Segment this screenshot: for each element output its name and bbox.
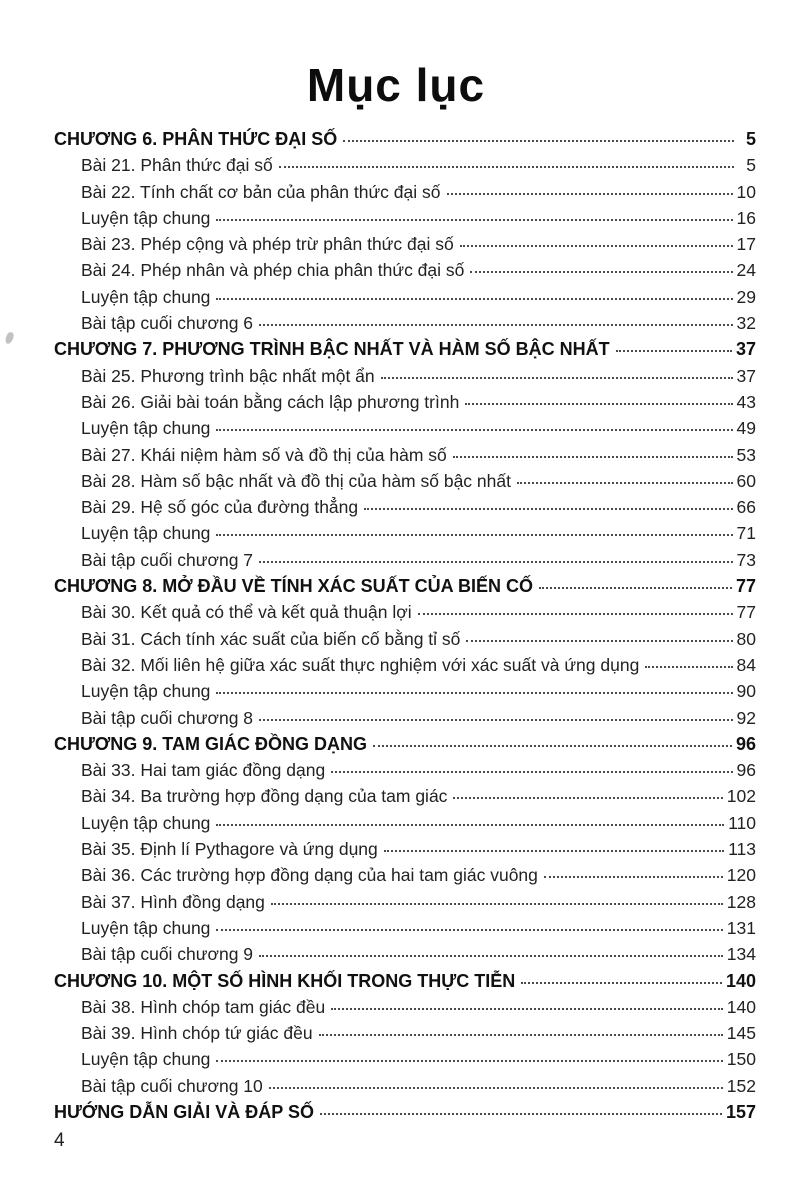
toc-dot-leader [271,903,723,905]
toc-entry [54,442,756,468]
toc-dot-leader [539,587,732,589]
toc-entry-page-number: 96 [736,760,756,781]
toc-entry-page-number: 80 [736,628,756,649]
toc-entry-label: CHƯƠNG 8. MỞ ĐẦU VỀ TÍNH XÁC SUẤT CỦA BIẾN CỐ [54,576,533,597]
toc-entry-label: Luyện tập chung [81,418,211,439]
toc-entry-label: Bài 37. Hình đồng dạng [81,891,265,912]
toc-entry-page-number: 140 [725,970,756,991]
toc-dot-leader [343,140,734,142]
toc-entry-page-number: 157 [725,1101,756,1122]
toc-dot-leader [216,1060,722,1062]
toc-entry-label: Bài 25. Phương trình bậc nhất một ẩn [81,365,375,386]
toc-entry-label: CHƯƠNG 7. PHƯƠNG TRÌNH BẬC NHẤT VÀ HÀM SỐ BẬC NHẤT [54,339,610,360]
toc-dot-leader [418,613,733,615]
toc-entry [54,573,756,599]
toc-entry-label: Bài 21. Phân thức đại số [81,155,273,176]
toc-dot-leader [384,850,724,852]
toc-entry-label: CHƯƠNG 6. PHÂN THỨC ĐẠI SỐ [54,129,338,149]
toc-entry-label: Bài tập cuối chương 8 [81,707,254,728]
toc-entry [54,968,756,994]
footer-page-number: 4 [54,1130,65,1151]
toc-entry-label: Bài 22. Tính chất cơ bản của phân thức đại số [81,181,441,202]
toc-entry [54,599,756,625]
toc-dot-leader [216,534,732,536]
toc-dot-leader [616,350,732,352]
toc-dot-leader [259,955,723,957]
toc-entry-page-number: 43 [736,391,756,412]
toc-entry [54,415,756,441]
toc-dot-leader [259,719,732,721]
toc-entry-page-number: 37 [736,365,756,386]
toc-entry-label: Bài 38. Hình chóp tam giác đều [81,996,326,1017]
toc-entry [54,810,756,836]
toc-entry-page-number: 113 [728,839,756,860]
toc-entry-label: Bài 39. Hình chóp tứ giác đều [81,1023,313,1044]
toc-entry-page-number: 24 [736,260,756,281]
toc-entry-label: Bài 28. Hàm số bậc nhất và đồ thị của hàm số bậc nhất [81,470,511,491]
toc-entry [54,231,756,257]
toc-dot-leader [216,692,732,694]
toc-entry-label: Bài 27. Khái niệm hàm số và đồ thị của hàm số [81,444,447,465]
toc-entry-label: Bài tập cuối chương 7 [81,549,254,570]
toc-entry-page-number: 131 [726,917,756,938]
toc-entry-label: Luyện tập chung [81,917,211,938]
toc-dot-leader [470,271,732,273]
toc-entry-label: CHƯƠNG 10. MỘT SỐ HÌNH KHỐI TRONG THỰC TIỄN [54,970,516,991]
toc-dot-leader [216,219,732,221]
toc-entry-label: Bài 30. Kết quả có thể và kết quả thuận lợi [81,602,412,623]
toc-entry [54,1073,756,1099]
toc-entry [54,126,756,152]
toc-entry-page-number: 77 [735,576,756,597]
scan-smudge-artifact [4,331,14,345]
toc-entry-page-number: 16 [736,207,756,228]
toc-entry [54,626,756,652]
toc-dot-leader [544,876,723,878]
toc-entry-page-number: 152 [726,1075,756,1096]
toc-entry-label: Bài tập cuối chương 9 [81,944,254,965]
toc-entry-page-number: 140 [726,996,756,1017]
toc-entry-page-number: 110 [728,812,756,833]
toc-dot-leader [216,298,732,300]
toc-entry [54,152,756,178]
toc-dot-leader [466,640,732,642]
toc-entry [54,836,756,862]
toc-entry [54,915,756,941]
toc-dot-leader [453,797,722,799]
toc-entry-label: Bài 24. Phép nhân và phép chia phân thức đại số [81,260,465,281]
toc-entry-page-number: 128 [726,891,756,912]
toc-dot-leader [447,193,733,195]
toc-entry-label: Bài tập cuối chương 6 [81,313,254,334]
toc-entry [54,336,756,362]
toc-entry-page-number: 150 [726,1049,756,1070]
toc-dot-leader [453,456,733,458]
toc-entry [54,1046,756,1072]
toc-entry-page-number: 71 [736,523,756,544]
toc-entry [54,284,756,310]
toc-entry-label: HƯỚNG DẪN GIẢI VÀ ĐÁP SỐ [54,1101,314,1122]
toc-dot-leader [373,745,732,747]
toc-entry-page-number: 49 [736,418,756,439]
toc-entry [54,1099,756,1125]
toc-entry-page-number: 73 [736,549,756,570]
toc-entry-page-number: 60 [736,470,756,491]
toc-list [54,126,756,1125]
toc-entry-page-number: 37 [735,339,756,360]
toc-entry-page-number: 32 [736,313,756,334]
toc-entry [54,205,756,231]
toc-entry [54,994,756,1020]
toc-entry [54,363,756,389]
toc-entry-page-number: 120 [726,865,756,886]
toc-dot-leader [216,929,722,931]
toc-entry [54,257,756,283]
toc-dot-leader [517,482,733,484]
toc-entry [54,783,756,809]
toc-entry-label: Luyện tập chung [81,681,211,702]
toc-entry [54,179,756,205]
toc-entry [54,705,756,731]
toc-entry-label: CHƯƠNG 9. TAM GIÁC ĐỒNG DẠNG [54,733,367,754]
toc-entry-label: Luyện tập chung [81,1049,211,1070]
toc-entry [54,468,756,494]
toc-entry-label: Bài 32. Mối liên hệ giữa xác suất thực nghiệm với xác suất và ứng dụng [81,654,640,675]
toc-entry [54,652,756,678]
toc-dot-leader [216,429,732,431]
toc-entry-page-number: 66 [736,497,756,518]
toc-entry [54,310,756,336]
toc-entry-page-number: 53 [736,444,756,465]
toc-entry-page-number: 134 [726,944,756,965]
toc-entry-label: Bài 31. Cách tính xác suất của biến cố bằng tỉ số [81,628,461,649]
toc-entry [54,757,756,783]
toc-entry [54,889,756,915]
toc-entry [54,678,756,704]
toc-entry [54,1020,756,1046]
toc-dot-leader [259,324,732,326]
toc-dot-leader [381,377,733,379]
toc-entry-page-number: 96 [735,733,756,754]
toc-entry-label: Luyện tập chung [81,523,211,544]
toc-dot-leader [364,508,732,510]
toc-entry-label: Bài 34. Ba trường hợp đồng dạng của tam giác [81,786,448,807]
toc-dot-leader [216,824,724,826]
toc-dot-leader [460,245,733,247]
toc-dot-leader [320,1113,722,1115]
toc-entry-page-number: 92 [736,707,756,728]
toc-entry-label: Bài tập cuối chương 10 [81,1075,263,1096]
toc-dot-leader [259,561,732,563]
toc-entry-page-number: 145 [726,1023,756,1044]
toc-dot-leader [319,1034,723,1036]
toc-entry-label: Luyện tập chung [81,207,211,228]
toc-dot-leader [331,771,732,773]
toc-entry-page-number: 10 [736,181,756,202]
toc-entry [54,389,756,415]
toc-entry [54,941,756,967]
toc-dot-leader [279,166,734,168]
toc-entry-label: Bài 36. Các trường hợp đồng dạng của hai tam giác vuông [81,865,538,886]
toc-entry-label: Bài 26. Giải bài toán bằng cách lập phương trình [81,391,460,412]
toc-dot-leader [269,1087,723,1089]
toc-entry-page-number: 102 [726,786,756,807]
toc-entry-page-number: 5 [745,129,756,149]
toc-entry [54,731,756,757]
toc-dot-leader [521,982,722,984]
toc-entry-label: Bài 35. Định lí Pythagore và ứng dụng [81,839,378,860]
toc-entry [54,520,756,546]
toc-dot-leader [645,666,732,668]
toc-entry-label: Luyện tập chung [81,286,211,307]
toc-entry-page-number: 5 [746,155,756,176]
toc-entry-page-number: 84 [736,654,756,675]
toc-entry-label: Bài 33. Hai tam giác đồng dạng [81,760,326,781]
page-title: Mục lục [306,59,486,111]
toc-entry-page-number: 17 [736,234,756,255]
toc-entry [54,547,756,573]
toc-entry-page-number: 90 [736,681,756,702]
toc-dot-leader [331,1008,723,1010]
toc-entry-label: Bài 23. Phép cộng và phép trừ phân thức đại số [81,234,454,255]
toc-entry-page-number: 77 [736,602,756,623]
toc-entry-label: Bài 29. Hệ số góc của đường thẳng [81,497,359,518]
toc-entry [54,494,756,520]
toc-entry-page-number: 29 [736,286,756,307]
toc-entry-label: Luyện tập chung [81,812,211,833]
toc-entry [54,862,756,888]
toc-dot-leader [465,403,732,405]
